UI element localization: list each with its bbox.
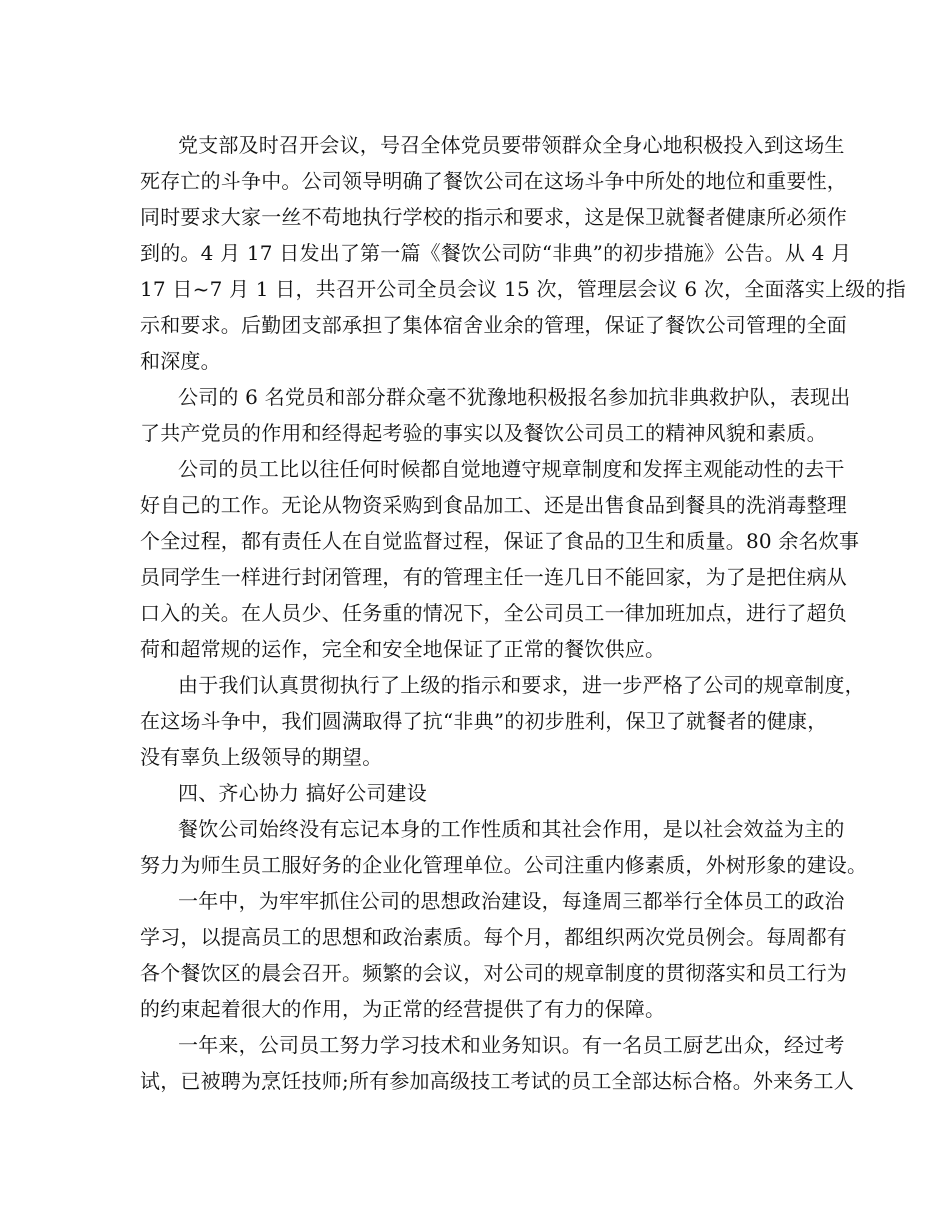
text-line: 示和要求。后勤团支部承担了集体宿舍业余的管理，保证了餐饮公司管理的全面 [140,313,847,337]
text-line: 同时要求大家一丝不苟地执行学校的指示和要求，这是保卫就餐者健康所必须作 [140,205,847,229]
text-line: 口入的关。在人员少、任务重的情况下，全公司员工一律加班加点，进行了超负 [140,601,847,625]
text-line: 员同学生一样进行封闭管理，有的管理主任一连几日不能回家，为了是把住病从 [140,565,847,589]
text-line: 没有辜负上级领导的期望。 [140,745,383,769]
text-line: 餐饮公司始终没有忘记本身的工作性质和其社会作用，是以社会效益为主的 [178,817,845,841]
text-line: 公司的员工比以往任何时候都自觉地遵守规章制度和发挥主观能动性的去干 [178,457,845,481]
text-line: 了共产党员的作用和经得起考验的事实以及餐饮公司员工的精神风貌和素质。 [140,421,827,445]
text-line: 好自己的工作。无论从物资采购到食品加工、还是出售食品到餐具的洗消毒整理 [140,493,847,517]
document-body [140,127,906,1099]
text-line: 由于我们认真贯彻执行了上级的指示和要求，进一步严格了公司的规章制度， [178,673,865,697]
text-line: 四、齐心协力 搞好公司建设 [178,781,427,805]
text-line: 努力为师生员工服好务的企业化管理单位。公司注重内修素质，外树形象的建设。 [140,853,868,877]
text-line: 一年中，为牢牢抓住公司的思想政治建设，每逢周三都举行全体员工的政治 [178,889,845,913]
text-line: 各个餐饮区的晨会召开。频繁的会议，对公司的规章制度的贯彻落实和员工行为 [140,961,847,985]
text-line: 荷和超常规的运作，完全和安全地保证了正常的餐饮供应。 [140,637,666,661]
text-line: 公司的 6 名党员和部分群众毫不犹豫地积极报名参加抗非典救护队，表现出 [178,385,851,409]
text-line: 个全过程，都有责任人在自觉监督过程，保证了食品的卫生和质量。80 余名炊事 [140,529,860,553]
text-line: 死存亡的斗争中。公司领导明确了餐饮公司在这场斗争中所处的地位和重要性， [140,169,847,193]
text-line: 和深度。 [140,349,221,373]
text-line: 的约束起着很大的作用，为正常的经营提供了有力的保障。 [140,997,666,1021]
text-line: 在这场斗争中，我们圆满取得了抗“非典”的初步胜利，保卫了就餐者的健康， [140,709,828,733]
text-line: 党支部及时召开会议，号召全体党员要带领群众全身心地积极投入到这场生 [178,133,845,157]
text-line: 试，已被聘为烹饪技师;所有参加高级技工考试的员工全部达标合格。外来务工人 [140,1069,854,1093]
text-line: 17 日~7 月 1 日，共召开公司全员会议 15 次，管理层会议 6 次，全面落实上级的指 [140,277,906,301]
text-line: 到的。4 月 17 日发出了第一篇《餐饮公司防“非典”的初步措施》公告。从 4 月 [140,241,852,265]
text-line: 学习，以提高员工的思想和政治素质。每个月，都组织两次党员例会。每周都有 [140,925,847,949]
text-line: 一年来，公司员工努力学习技术和业务知识。有一名员工厨艺出众，经过考 [178,1033,845,1057]
